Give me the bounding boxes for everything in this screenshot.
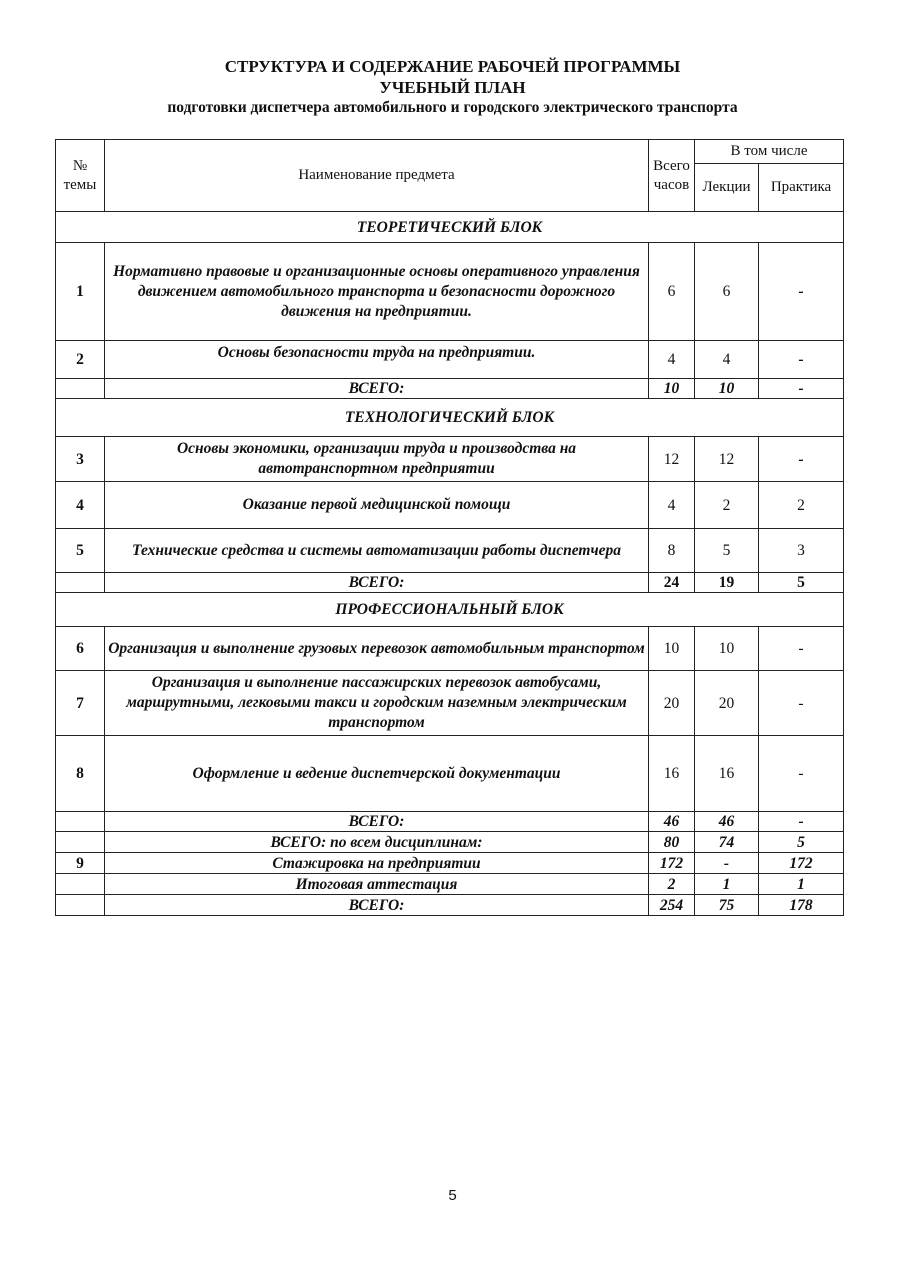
block-title-tech: ТЕХНОЛОГИЧЕСКИЙ БЛОК bbox=[56, 399, 844, 437]
row-num: 1 bbox=[56, 243, 105, 341]
grand-total-lectures: 75 bbox=[695, 895, 759, 916]
row-practice: 3 bbox=[759, 529, 844, 573]
subtotal-lectures: 10 bbox=[695, 379, 759, 399]
row-lectures: 6 bbox=[695, 243, 759, 341]
row-lectures: 2 bbox=[695, 482, 759, 529]
row-num: 4 bbox=[56, 482, 105, 529]
block-title-prof: ПРОФЕССИОНАЛЬНЫЙ БЛОК bbox=[56, 593, 844, 627]
doc-title: СТРУКТУРА И СОДЕРЖАНИЕ РАБОЧЕЙ ПРОГРАММЫ bbox=[224, 57, 681, 76]
row-practice: - bbox=[759, 341, 844, 379]
subtotal-total: 24 bbox=[649, 573, 695, 593]
table-row bbox=[56, 627, 844, 671]
row-total: 8 bbox=[649, 529, 695, 573]
table-row bbox=[56, 482, 844, 529]
subtotal-practice: 5 bbox=[759, 573, 844, 593]
row-name: Технические средства и системы автоматизации работы диспетчера bbox=[105, 529, 649, 573]
block-title-theory: ТЕОРЕТИЧЕСКИЙ БЛОК bbox=[56, 212, 844, 243]
row-name: Оформление и ведение диспетчерской документации bbox=[105, 736, 649, 812]
row-practice: - bbox=[759, 671, 844, 736]
row-lectures: 16 bbox=[695, 736, 759, 812]
header-row bbox=[56, 140, 844, 164]
subtotal-total: 10 bbox=[649, 379, 695, 399]
row-lectures: 4 bbox=[695, 341, 759, 379]
row-practice: 2 bbox=[759, 482, 844, 529]
table-row bbox=[56, 529, 844, 573]
row-name: Основы безопасности труда на предприятии. bbox=[105, 341, 649, 379]
col-header-lectures: Лекции bbox=[695, 164, 759, 212]
doc-subtitle: УЧЕБНЫЙ ПЛАН bbox=[379, 78, 526, 97]
row-name: Организация и выполнение пассажирских перевозок автобусами, маршрутными, легковыми такси и городским наземным электрическим транспортом bbox=[105, 671, 649, 736]
grand-total-label: ВСЕГО: bbox=[105, 895, 649, 916]
subtotal-total: 46 bbox=[649, 812, 695, 832]
subtotal-row bbox=[56, 573, 844, 593]
row-total: 16 bbox=[649, 736, 695, 812]
subtotal-practice: - bbox=[759, 812, 844, 832]
row-num: 7 bbox=[56, 671, 105, 736]
table-row bbox=[56, 437, 844, 482]
row-total: 12 bbox=[649, 437, 695, 482]
subtotal-row bbox=[56, 812, 844, 832]
row-name: Организация и выполнение грузовых перевозок автомобильным транспортом bbox=[105, 627, 649, 671]
col-header-including: В том числе bbox=[695, 140, 844, 164]
grand-total-total: 254 bbox=[649, 895, 695, 916]
grand-total-row bbox=[56, 895, 844, 916]
subtotal-label: ВСЕГО: bbox=[105, 379, 649, 399]
row-name: Основы экономики, организации труда и производства на автотранспортном предприятии bbox=[105, 437, 649, 482]
row-name: Оказание первой медицинской помощи bbox=[105, 482, 649, 529]
attestation-total: 2 bbox=[649, 874, 695, 895]
row-lectures: 12 bbox=[695, 437, 759, 482]
row-practice: - bbox=[759, 736, 844, 812]
subtotal-lectures: 19 bbox=[695, 573, 759, 593]
row-total: 20 bbox=[649, 671, 695, 736]
grand-total-practice: 178 bbox=[759, 895, 844, 916]
row-num: 9 bbox=[56, 853, 105, 874]
total-disciplines-lectures: 74 bbox=[695, 832, 759, 853]
internship-row bbox=[56, 853, 844, 874]
subtotal-label: ВСЕГО: bbox=[105, 812, 649, 832]
total-disciplines-total: 80 bbox=[649, 832, 695, 853]
total-disciplines-row bbox=[56, 832, 844, 853]
col-header-num: № темы bbox=[56, 140, 105, 212]
attestation-row bbox=[56, 874, 844, 895]
attestation-lectures: 1 bbox=[695, 874, 759, 895]
total-disciplines-label: ВСЕГО: по всем дисциплинам: bbox=[105, 832, 649, 853]
page-number: 5 bbox=[448, 1187, 457, 1204]
row-num: 5 bbox=[56, 529, 105, 573]
subtotal-practice: - bbox=[759, 379, 844, 399]
subtotal-label: ВСЕГО: bbox=[105, 573, 649, 593]
subtotal-row bbox=[56, 379, 844, 399]
col-header-total: Всего часов bbox=[649, 140, 695, 212]
table-row bbox=[56, 341, 844, 379]
block-row bbox=[56, 399, 844, 437]
table-row bbox=[56, 736, 844, 812]
total-disciplines-practice: 5 bbox=[759, 832, 844, 853]
row-num: 3 bbox=[56, 437, 105, 482]
row-num: 8 bbox=[56, 736, 105, 812]
row-total: 10 bbox=[649, 627, 695, 671]
attestation-label: Итоговая аттестация bbox=[105, 874, 649, 895]
internship-label: Стажировка на предприятии bbox=[105, 853, 649, 874]
row-lectures: 10 bbox=[695, 627, 759, 671]
row-total: 4 bbox=[649, 341, 695, 379]
table-row bbox=[56, 243, 844, 341]
doc-subtitle-detail: подготовки диспетчера автомобильного и городского электрического транспорта bbox=[167, 99, 738, 116]
row-name: Нормативно правовые и организационные основы оперативного управления движением автомобильного транспорта и безопасности дорожного движения на предприятии. bbox=[105, 243, 649, 341]
row-lectures: 5 bbox=[695, 529, 759, 573]
table-row bbox=[56, 671, 844, 736]
row-practice: - bbox=[759, 627, 844, 671]
row-practice: - bbox=[759, 243, 844, 341]
row-num: 6 bbox=[56, 627, 105, 671]
col-header-name: Наименование предмета bbox=[105, 140, 649, 212]
internship-practice: 172 bbox=[759, 853, 844, 874]
block-row bbox=[56, 593, 844, 627]
row-num: 2 bbox=[56, 341, 105, 379]
row-total: 6 bbox=[649, 243, 695, 341]
row-total: 4 bbox=[649, 482, 695, 529]
col-header-practice: Практика bbox=[759, 164, 844, 212]
row-practice: - bbox=[759, 437, 844, 482]
subtotal-lectures: 46 bbox=[695, 812, 759, 832]
curriculum-table bbox=[55, 139, 844, 916]
block-row bbox=[56, 212, 844, 243]
row-lectures: 20 bbox=[695, 671, 759, 736]
attestation-practice: 1 bbox=[759, 874, 844, 895]
internship-total: 172 bbox=[649, 853, 695, 874]
internship-lectures: - bbox=[695, 853, 759, 874]
